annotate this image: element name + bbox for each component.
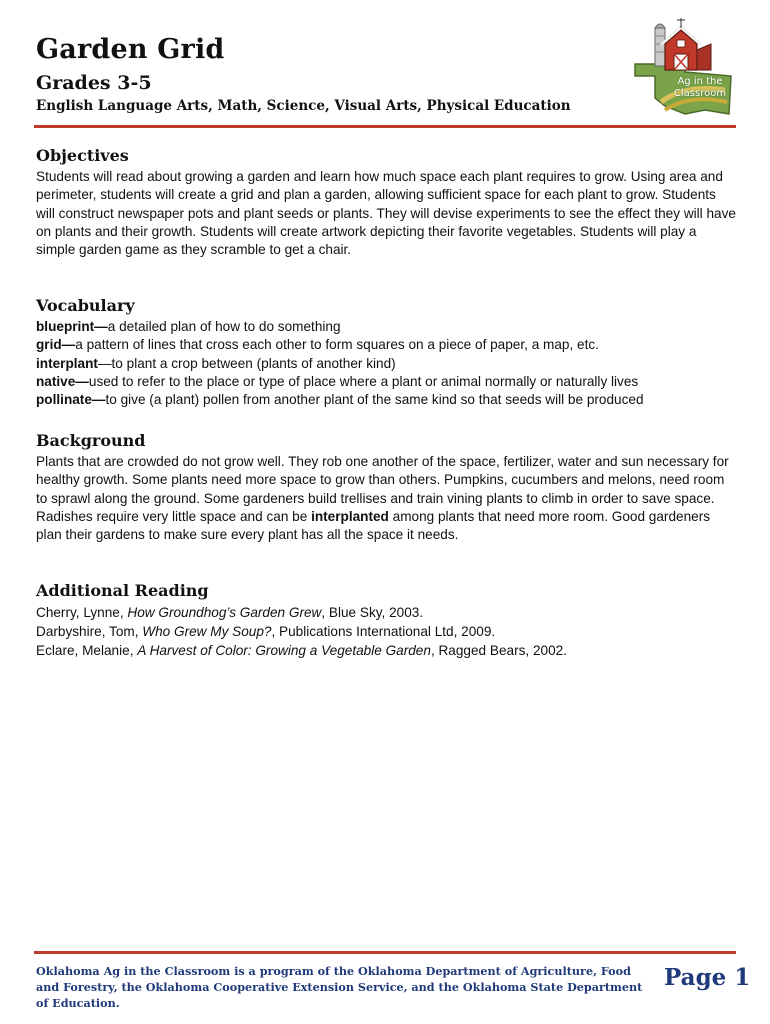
additional-reading-section	[36, 581, 736, 660]
vocab-term: grid—	[36, 337, 76, 353]
vocab-item	[36, 355, 736, 373]
vocab-term: blueprint—	[36, 319, 108, 334]
objectives-text: Students will read about growing a garden and learn how much space each plant requires to grow. Using area and perimeter, students will create a grid and plan a garden, allowing sufficient space for each plant to grow. Students will construct newspaper pots and plant seeds or plants. They will devise experiments to see the effect they will have on plants and their growth. Students will create artwork depicting their favorite vegetables. Students will play a simple garden game as they scramble to get a chair.	[36, 169, 736, 258]
logo-text	[668, 76, 732, 100]
vocabulary-section	[36, 296, 736, 409]
vocab-definition: a pattern of lines that cross each other to form squares on a piece of paper, a map, etc.	[75, 337, 599, 353]
additional-reading-heading: Additional Reading	[36, 581, 209, 600]
reading-publisher: , Blue Sky, 2003.	[321, 605, 424, 620]
reading-item	[36, 603, 736, 622]
background-section	[36, 431, 736, 544]
reading-title: A Harvest of Color: Growing a Vegetable Garden	[137, 643, 431, 658]
vocab-item	[36, 318, 736, 336]
objectives-section	[36, 146, 736, 259]
vocabulary-heading: Vocabulary	[36, 296, 135, 315]
reading-item	[36, 622, 736, 641]
vocab-item	[36, 391, 736, 409]
vocab-term: interplant	[36, 355, 98, 371]
vocab-item	[36, 336, 736, 354]
reading-publisher: , Publications International Ltd, 2009.	[271, 624, 496, 639]
page-title: Garden Grid	[36, 34, 225, 65]
vocab-term: pollinate—	[36, 392, 106, 408]
background-text	[36, 453, 736, 544]
vocab-item	[36, 373, 736, 391]
page-number: Page 1	[664, 964, 751, 991]
reading-title: How Groundhog’s Garden Grew	[127, 605, 322, 620]
background-bold-term: interplanted	[311, 508, 389, 524]
reading-author: Eclare, Melanie,	[36, 643, 138, 658]
vocab-definition: —to plant a crop between (plants of another kind)	[97, 355, 396, 371]
reading-item	[36, 641, 736, 660]
vocab-definition: a detailed plan of how to do something	[107, 319, 341, 334]
grade-level: Grades 3-5	[36, 72, 152, 94]
background-text-part-2: among plants that need more room. Good gardeners plan their gardens to make sure every plant has all the space it needs.	[36, 508, 711, 543]
ag-in-the-classroom-logo	[625, 14, 737, 120]
objectives-heading: Objectives	[36, 146, 129, 165]
vocab-definition: to give (a plant) pollen from another plant of the same kind so that seeds will be produced	[105, 392, 644, 408]
background-heading: Background	[36, 431, 146, 450]
logo-line-2: Classroom	[673, 88, 727, 99]
reading-title: Who Grew My Soup?	[142, 624, 272, 639]
header-divider	[34, 125, 736, 128]
footer-divider	[34, 951, 736, 954]
subject-list: English Language Arts, Math, Science, Visual Arts, Physical Education	[36, 98, 571, 114]
reading-publisher: , Ragged Bears, 2002.	[430, 643, 567, 658]
vocab-term: native—	[36, 373, 89, 389]
reading-author: Cherry, Lynne,	[36, 605, 128, 620]
vocab-definition: used to refer to the place or type of place where a plant or animal normally or naturally lives	[88, 373, 639, 389]
footer-text: Oklahoma Ag in the Classroom is a program of the Oklahoma Department of Agriculture, Food and Forestry, the Oklahoma Cooperative Extension Service, and the Oklahoma State Department of Education.	[36, 964, 643, 1010]
background-text-part-1: Plants that are crowded do not grow well. They rob one another of the space, fertilizer, water and sun necessary for healthy growth. Some plants need more space to grow than others. Pumpkins, cucumbers and melons, need room to sprawl along the ground. Some gardeners build trellises and train vining plants to climb in order to save space. Radishes require very little space and can be	[36, 454, 729, 524]
logo-line-1: Ag in the	[677, 76, 723, 87]
reading-author: Darbyshire, Tom,	[36, 624, 143, 639]
